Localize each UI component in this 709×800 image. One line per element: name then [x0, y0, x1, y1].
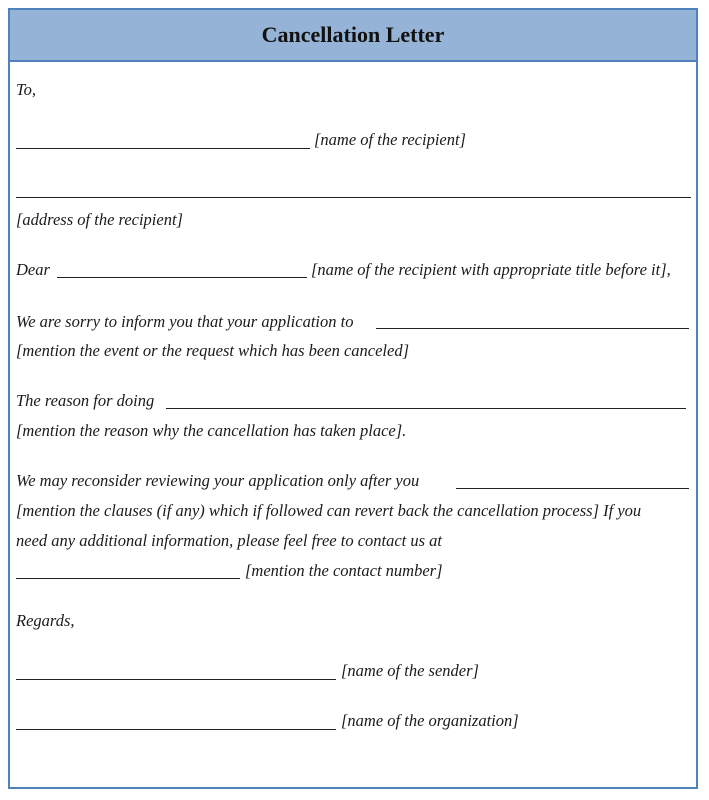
sender-hint: [name of the sender] — [341, 661, 479, 680]
recipient-name-hint: [name of the recipient] — [314, 130, 466, 149]
address-hint: [address of the recipient] — [16, 210, 183, 229]
reason-blank[interactable] — [166, 408, 686, 409]
reconsider-blank[interactable] — [456, 488, 689, 489]
contact-hint: [mention the contact number] — [245, 561, 443, 580]
address-blank[interactable] — [16, 197, 691, 198]
sorry-text: We are sorry to inform you that your application to — [16, 312, 354, 331]
regards-text: Regards, — [16, 611, 75, 630]
clauses-hint: [mention the clauses (if any) which if followed can revert back the cancellation process] If you — [16, 501, 642, 520]
reason-label: The reason for doing — [16, 391, 155, 410]
dear-label: Dear — [16, 260, 50, 279]
header-bar — [10, 10, 696, 62]
dear-hint: [name of the recipient with appropriate title before it], — [311, 260, 671, 279]
reason-hint: [mention the reason why the cancellation has taken place]. — [16, 421, 407, 440]
recipient-name-blank[interactable] — [16, 148, 310, 149]
sender-blank[interactable] — [16, 679, 336, 680]
contact-blank[interactable] — [16, 578, 240, 579]
page-title: Cancellation Letter — [261, 22, 445, 47]
reconsider-text: We may reconsider reviewing your application only after you — [16, 471, 420, 490]
application-blank[interactable] — [376, 328, 689, 329]
dear-name-blank[interactable] — [57, 277, 307, 278]
info-text: need any additional information, please feel free to contact us at — [16, 531, 443, 550]
organization-blank[interactable] — [16, 729, 336, 730]
event-hint: [mention the event or the request which has been canceled] — [16, 341, 409, 360]
organization-hint: [name of the organization] — [341, 711, 519, 730]
salutation-to: To, — [16, 80, 37, 99]
